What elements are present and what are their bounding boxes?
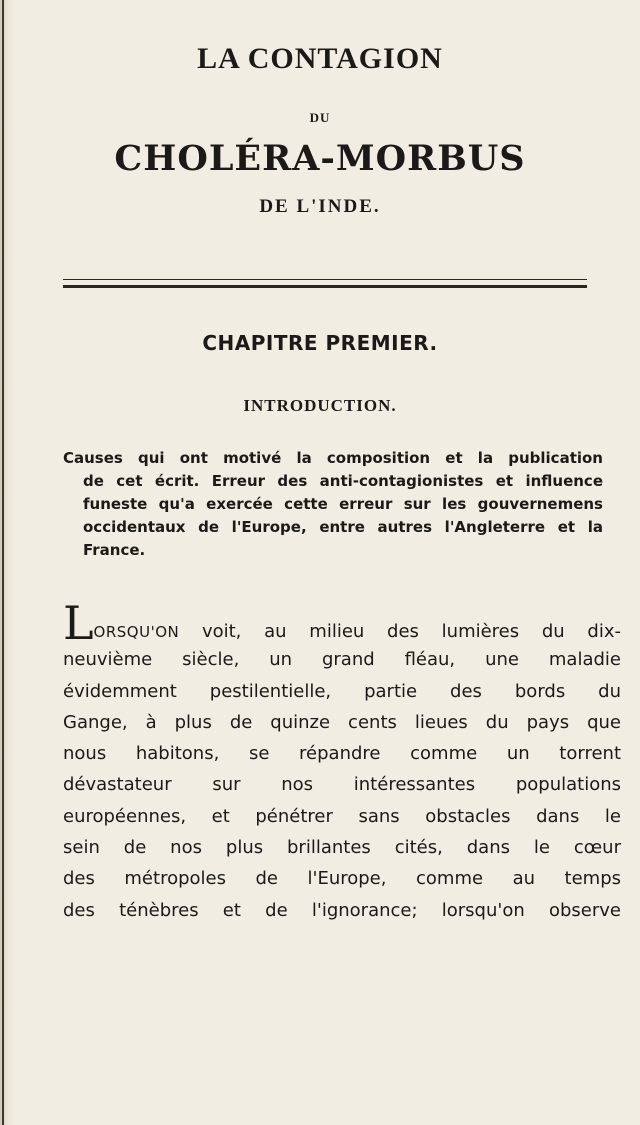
drop-cap: L bbox=[63, 596, 94, 650]
body-line: des métropoles de l'Europe, comme au temps bbox=[63, 868, 621, 890]
double-rule-divider bbox=[63, 279, 587, 288]
body-line: européennes, et pénétrer sans obstacles dans le bbox=[63, 805, 621, 827]
chapter-heading: CHAPITRE PREMIER. bbox=[202, 331, 438, 355]
body-line: nous habitons, se répandre comme un torrent bbox=[63, 743, 621, 765]
body-line: Gange, à plus de quinze cents lieues du pays que bbox=[63, 711, 621, 733]
body-line: des ténèbres et de l'ignorance; lorsqu'on observe bbox=[63, 899, 621, 921]
summary-line: France. bbox=[83, 541, 146, 559]
summary-line: funeste qu'a exercée cette erreur sur les gouvernemens bbox=[83, 495, 603, 513]
summary-line: de cet écrit. Erreur des anti-contagionistes et influence bbox=[83, 472, 603, 490]
body-line: évidemment pestilentielle, partie des bords du bbox=[63, 680, 621, 702]
body-line-first bbox=[63, 596, 621, 650]
summary-line: Causes qui ont motivé la composition et la publication bbox=[63, 449, 603, 467]
summary-line: occidentaux de l'Europe, entre autres l'Angleterre et la bbox=[83, 518, 603, 536]
title-line-2: DU bbox=[309, 110, 331, 125]
body-line: dévastateur sur nos intéressantes populations bbox=[63, 774, 621, 796]
body-text bbox=[63, 596, 621, 926]
body-line-text: voit, au milieu des lumières du dix- bbox=[179, 621, 621, 642]
body-line: neuvième siècle, un grand fléau, une maladie bbox=[63, 649, 621, 671]
title-line-3: CHOLÉRA-MORBUS bbox=[114, 138, 526, 179]
chapter-summary bbox=[63, 447, 603, 562]
chapter-subheading: INTRODUCTION. bbox=[243, 396, 397, 415]
title-line-4: DE L'INDE. bbox=[259, 196, 381, 217]
body-line: sein de nos plus brillantes cités, dans le cœur bbox=[63, 837, 621, 859]
title-line-1: LA CONTAGION bbox=[197, 42, 443, 75]
small-caps-word: ORSQU'ON bbox=[93, 623, 180, 641]
